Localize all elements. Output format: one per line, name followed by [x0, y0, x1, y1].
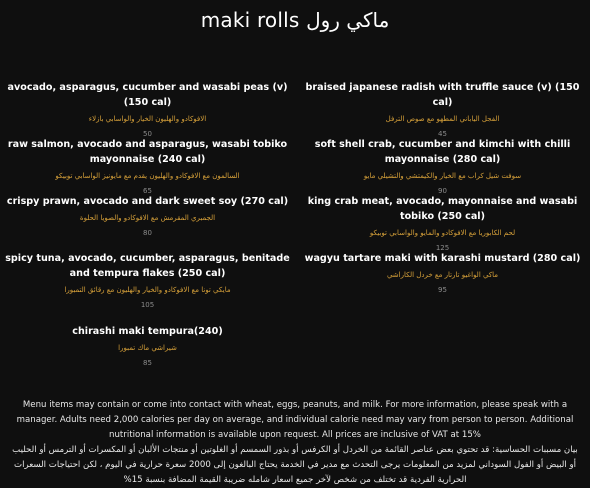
item-name-arabic: لحم الكابوريا مع الافوكادو والمايو والواسابي توبيكو: [369, 229, 516, 237]
item-name-arabic: شيراشي ماك تمبورا: [118, 344, 177, 352]
item-name-arabic: الجمبري المقرمش مع الافوكادو والصويا الحلوة: [79, 214, 216, 222]
item-name: crispy prawn, avocado and dark sweet soy (270 cal): [6, 196, 289, 207]
item-calories: 90: [438, 187, 447, 195]
item-name: spicy tuna, avocado, cucumber, asparagus, benitade and tempura flakes (250 cal): [5, 253, 290, 279]
item-calories: 125: [435, 244, 450, 252]
allergen-disclaimer: [8, 398, 582, 488]
item-calories: 50: [143, 130, 152, 138]
item-calories: 45: [438, 130, 447, 138]
item-name-arabic: الافوكادو والهليون الخيار والواسابي بازلاء: [88, 115, 207, 123]
menu-item: [295, 194, 590, 254]
item-calories: 95: [438, 286, 447, 294]
item-calories: 80: [143, 229, 152, 237]
item-calories: 85: [143, 359, 152, 367]
item-name: king crab meat, avocado, mayonnaise and wasabi tobiko (250 cal): [307, 196, 578, 222]
item-calories: 105: [140, 301, 155, 309]
menu-item: [0, 324, 295, 369]
menu-item: [0, 194, 295, 239]
item-name: raw salmon, avocado and asparagus, wasabi tobiko mayonnaise (240 cal): [7, 139, 288, 165]
menu-item: [295, 251, 590, 296]
disclaimer-arabic: بيان مسببات الحساسية: قد تحتوي بعض عناصر القائمة من الخردل أو الكرفس أو بذور السمسم أو الغلوتين أو منتجات الألبان أو المكسرات أو الترمس أو الحليب أو البيض أو الفول السوداني لمزيد من المعلومات يرجى التحدث مع مدير في الخدمة يحتاج البالغون إلى 2000 سعرة حرارية في اليوم ، لكن احتياجات السعرات الحرارية الفردية قد تختلف من شخص لآخر جميع اسعار شامله ضريبة القيمة المضافة بنسبة 15%: [12, 445, 578, 485]
menu-item: [295, 137, 590, 197]
disclaimer-english: Menu items may contain or come into contact with wheat, eggs, peanuts, and milk. For more information, please speak with a manager. Adults need 2,000 calories per day on average, and individual calorie need may vary from person to person. Additional nutritional information is available upon request. All prices are inclusive of VAT at 15%: [16, 400, 574, 440]
item-name: avocado, asparagus, cucumber and wasabi peas (v) (150 cal): [7, 82, 288, 108]
item-name-arabic: الفجل الياباني المطهو مع صوص الترفل: [385, 115, 500, 123]
item-name-arabic: السالمون مع الافوكادو والهليون يقدم مع مايونيز الواسابي توبيكو: [55, 172, 240, 180]
item-name-arabic: مايكي تونا مع الافوكادو والخيار والهليون مع رقائق التمبورا: [64, 286, 231, 294]
menu-item: [295, 80, 590, 140]
item-name: wagyu tartare maki with karashi mustard (280 cal): [304, 253, 581, 264]
item-calories: 65: [143, 187, 152, 195]
menu-item: [0, 80, 295, 140]
menu-item: [0, 137, 295, 197]
item-name: braised japanese radish with truffle sauce (v) (150 cal): [305, 82, 580, 108]
item-name-arabic: سوفت شيل كراب مع الخيار والكيمتشي والتشيلي مايو: [363, 172, 522, 180]
item-name: chirashi maki tempura(240): [72, 326, 223, 337]
item-name: soft shell crab, cucumber and kimchi with chilli mayonnaise (280 cal): [314, 139, 571, 165]
menu-item: [0, 251, 295, 311]
item-name-arabic: ماكي الواغيو تارتار مع خردل الكاراشي: [386, 271, 499, 279]
page-title: maki rolls ماكي رول: [200, 8, 390, 32]
